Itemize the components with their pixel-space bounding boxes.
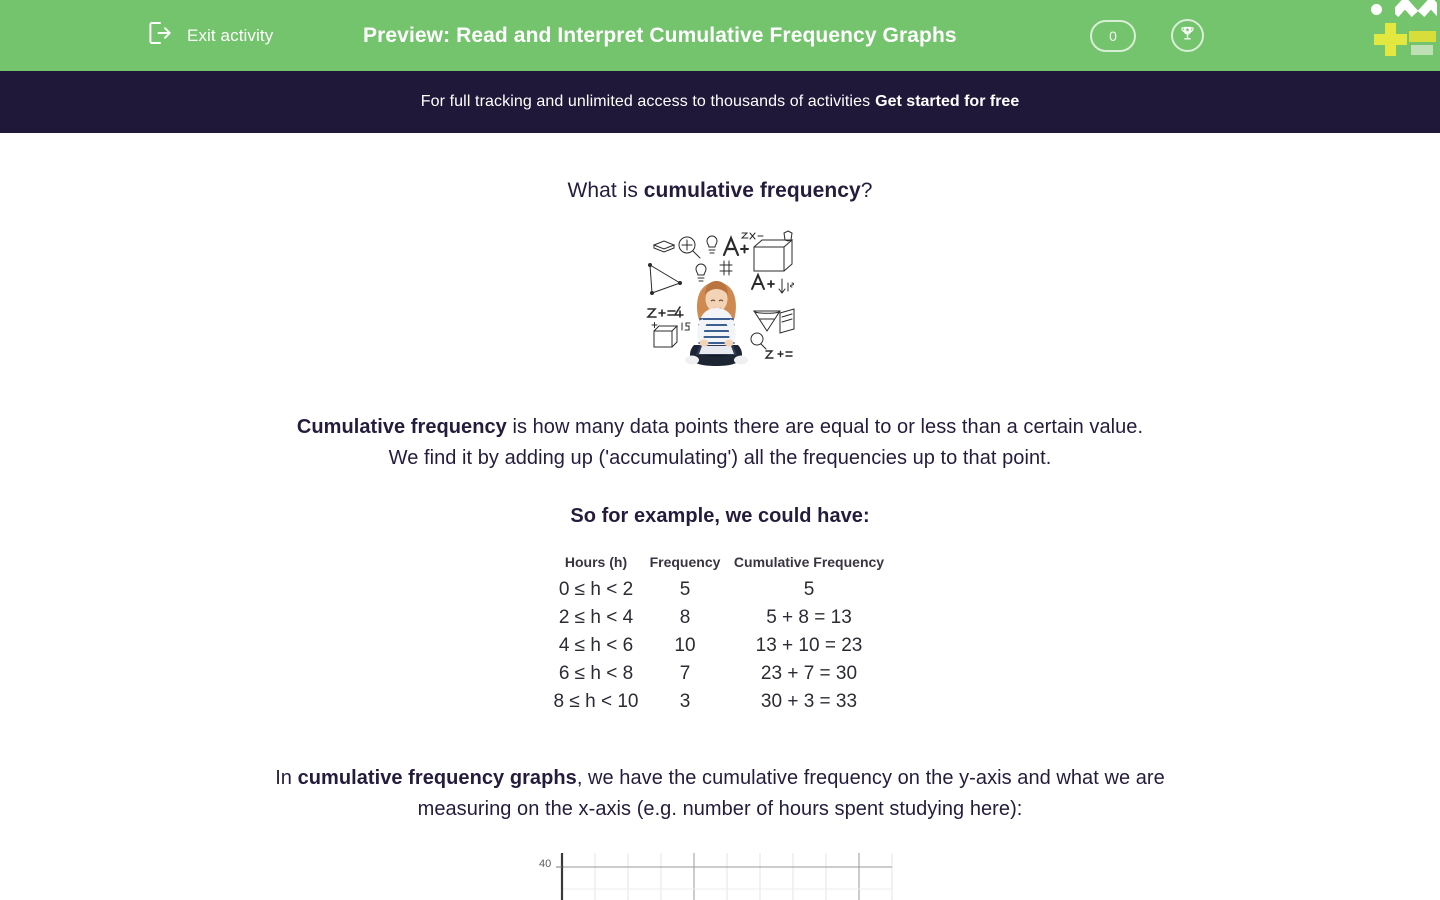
closing-line-two: measuring on the x-axis (e.g. number of hours spent studying here): — [417, 798, 1023, 820]
cell-cumulative: 23 + 7 = 30 — [760, 663, 858, 684]
column-header-frequency: Frequency — [649, 554, 721, 570]
y-axis-tick-40: 40 — [539, 858, 552, 870]
table-header-row — [548, 554, 892, 576]
closing-prefix: In — [275, 767, 298, 789]
decor-bar-yellow-icon — [1409, 31, 1436, 42]
table-row — [548, 632, 892, 660]
cell-frequency: 3 — [679, 691, 691, 712]
closing-bold-term: cumulative frequency graphs — [297, 767, 577, 789]
exit-arrow-icon — [148, 20, 176, 51]
score-badge[interactable] — [1090, 20, 1136, 52]
trophy-button[interactable] — [1171, 19, 1204, 52]
column-header-hours: Hours (h) — [564, 554, 628, 570]
question-prefix: What is — [567, 179, 644, 202]
lead-paragraph — [0, 412, 1440, 474]
table-row — [548, 688, 892, 716]
cell-frequency: 7 — [679, 663, 691, 684]
cell-hours: 0 ≤ h < 2 — [558, 579, 634, 600]
question-suffix: ? — [860, 179, 873, 202]
cell-cumulative: 30 + 3 = 33 — [760, 691, 858, 712]
lead-line-two: We find it by adding up ('accumulating') all the frequencies up to that point. — [388, 447, 1052, 469]
closing-rest: , we have the cumulative frequency on the y-axis and what we are — [576, 767, 1165, 789]
page-title: Preview: Read and Interpret Cumulative Frequency Graphs — [363, 23, 957, 47]
app-header — [0, 0, 1440, 71]
cell-frequency: 10 — [674, 635, 696, 656]
table-row — [548, 660, 892, 688]
graph-svg — [540, 853, 900, 900]
table-row — [548, 604, 892, 632]
example-intro: So for example, we could have: — [570, 505, 870, 527]
promo-banner — [0, 71, 1440, 133]
cell-frequency: 5 — [679, 579, 691, 600]
cumulative-frequency-graph — [540, 853, 900, 900]
decor-plus-horizontal-icon — [1374, 34, 1407, 45]
lead-bold-term: Cumulative frequency — [296, 416, 507, 438]
exit-activity-button[interactable] — [148, 20, 273, 51]
decor-bar-pale-icon — [1411, 45, 1433, 55]
question-heading — [0, 179, 1440, 203]
column-header-cumulative-frequency: Cumulative Frequency — [733, 554, 885, 570]
lead-rest: is how many data points there are equal to or less than a certain value. — [506, 416, 1144, 438]
trophy-icon — [1178, 24, 1197, 48]
score-value: 0 — [1109, 27, 1117, 44]
exit-activity-label: Exit activity — [187, 25, 274, 45]
decor-chevron-icon — [1395, 0, 1437, 25]
get-started-link[interactable]: Get started for free — [875, 93, 1020, 110]
table-row — [548, 576, 892, 604]
cell-hours: 4 ≤ h < 6 — [558, 635, 634, 656]
cell-hours: 2 ≤ h < 4 — [558, 607, 634, 628]
decor-circle-icon — [1371, 4, 1382, 15]
cell-cumulative: 5 — [803, 579, 815, 600]
frequency-table — [548, 554, 892, 716]
study-illustration — [642, 227, 798, 367]
question-bold-term: cumulative frequency — [643, 179, 861, 202]
cell-hours: 6 ≤ h < 8 — [558, 663, 634, 684]
lesson-content — [0, 133, 1440, 900]
cell-cumulative: 5 + 8 = 13 — [766, 607, 852, 628]
cell-hours: 8 ≤ h < 10 — [553, 691, 639, 712]
cell-cumulative: 13 + 10 = 23 — [755, 635, 863, 656]
promo-text: For full tracking and unlimited access to thousands of activities — [420, 93, 871, 110]
cell-frequency: 8 — [679, 607, 691, 628]
closing-paragraph — [0, 763, 1440, 825]
